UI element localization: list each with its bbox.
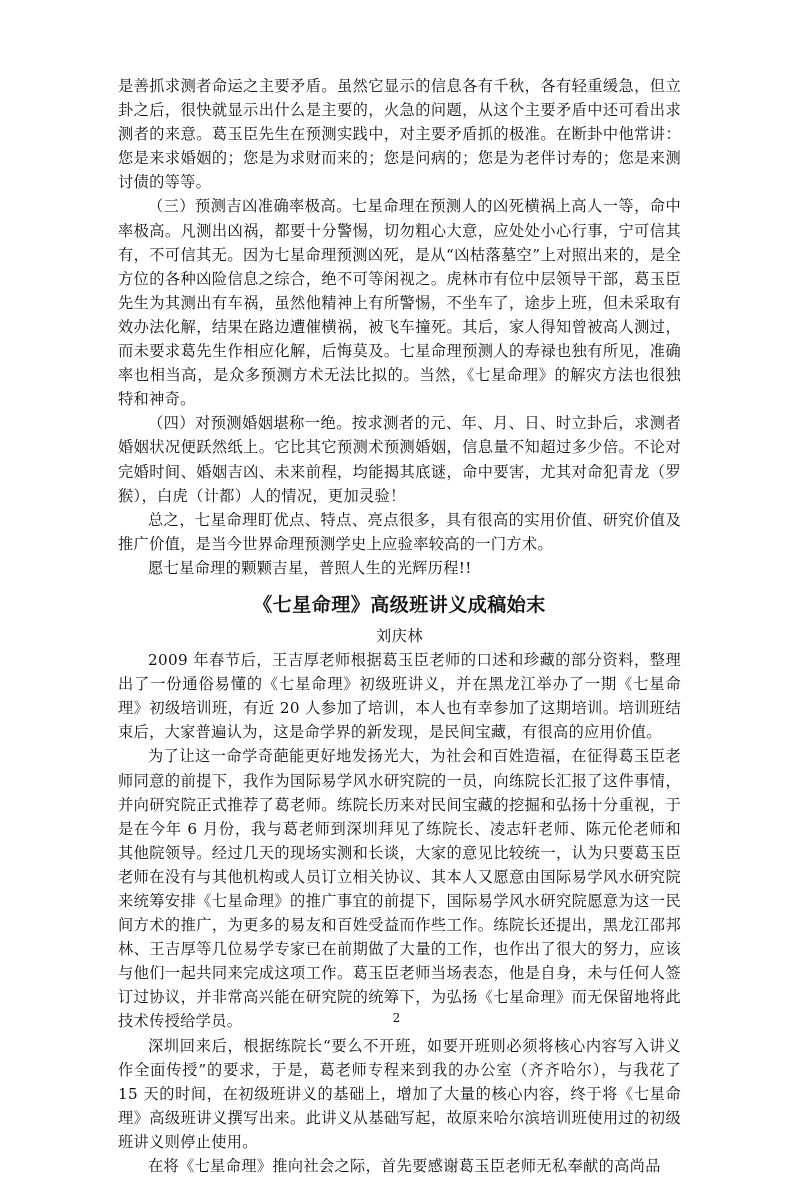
article-paragraph: 2009 年春节后，王吉厚老师根据葛玉臣老师的口述和珍藏的部分资料，整理出了一份通俗易懂的《七星命理》初级班讲义，并在黑龙江举办了一期《七星命理》初级培训班，有近 20 人参加了培训，本人也有幸参加了这期培训。培训班结束后，大家普遍认为，这是命学界的新发现，是民间宝藏，有很高的应用价值。 (118, 651, 681, 742)
article-author: 刘庆林 (375, 626, 424, 645)
page-number: 2 (392, 1011, 401, 1025)
article-paragraph: 为了让这一命学奇葩能更好地发扬光大，为社会和百姓造福，在征得葛玉臣老师同意的前提下，我作为国际易学风水研究院的一员，向练院长汇报了这件事情，并向研究院正式推荐了葛老师。练院长历来对民间宝藏的挖掘和弘扬十分重视，于是在今年 6 月份，我与葛老师到深圳拜见了练院长、凌志轩老师、陈元伦老师和其他院领导。经过几天的现场实测和长谈，大家的意见比较统一，认为只要葛玉臣老师在没有与其他机构或人员订立相关协议、其本人又愿意由国际易学风水研究院来统筹安排《七星命理》的推广事宜的前提下，国际易学风水研究院愿意为这一民间方术的推广，为更多的易友和百姓受益而作些工作。练院长还提出，黑龙江邵邦林、王吉厚等几位易学专家已在前期做了大量的工作，也作出了很大的努力，应该与他们一起共同来完成这项工作。葛玉臣老师当场表态，他是自身，未与任何人签订过协议，并非常高兴能在研究院的统筹下，为弘扬《七星命理》而无保留地将此技术传授给学员。 (118, 747, 681, 1031)
article-paragraph: 在将《七星命理》推向社会之际，首先要感谢葛玉臣老师无私奉献的高尚品 (148, 1157, 661, 1176)
paragraph-marriage-prediction: （四）对预测婚姻堪称一绝。按求测者的元、年、月、日、时立卦后，求测者婚姻状况便跃然纸上。它比其它预测术预测婚姻，信息量不知超过多少倍。不论对完婚时间、婚姻吉凶、未来前程，均能揭其底谜，命中要害，尤其对命犯青龙（罗猴），白虎（计都）人的情况，更加灵验！ (118, 414, 681, 505)
paragraph-prediction-accuracy: （三）预测吉凶准确率极高。七星命理在预测人的凶死横祸上高人一等，命中率极高。凡测出凶祸，都要十分警惕，切勿粗心大意，应处处小心行事，宁可信其有，不可信其无。因为七星命理预测凶死，是从“凶枯落墓空”上对照出来的，是全方位的各种凶险信息之综合，绝不可等闲视之。虎林市有位中层领导干部，葛玉臣先生为其测出有车祸，虽然他精神上有所警惕，不坐车了，途步上班，但未采取有效办法化解，结果在路边遭催横祸，被飞车撞死。其后，家人得知曾被高人测过，而未要求葛先生作相应化解，后悔莫及。七星命理预测人的寿禄也独有所见，准确率也相当高，是众多预测方术无法比拟的。当然，《七星命理》的解灾方法也很独特和神奇。 (118, 197, 681, 409)
paragraph-continued-from-previous-page: 是善抓求测者命运之主要矛盾。虽然它显示的信息各有千秋，各有轻重缓急，但立卦之后，很快就显示出什么是主要的，火急的问题，从这个主要矛盾中还可看出求测者的来意。葛玉臣先生在预测实践中，对主要矛盾抓的极准。在断卦中他常讲：您是来求婚姻的；您是为求财而来的；您是问病的；您是为老伴讨寿的；您是来测讨债的等等。 (118, 77, 681, 192)
article-title: 《七星命理》高级班讲义成稿始末 (253, 593, 546, 616)
paragraph-summary: 总之，七星命理盯优点、特点、亮点很多，具有很高的实用价值、研究价值及推广价值，是当今世界命理预测学史上应验率较高的一门方术。 (118, 510, 681, 553)
article-paragraph: 深圳回来后，根据练院长“要么不开班，如要开班则必须将核心内容写入讲义作全面传授”的要求，于是，葛老师专程来到我的办公室（齐齐哈尔），与我花了 15 天的时间，在初级班讲义的基础上，增加了大量的核心内容，终于将《七星命理》高级班讲义撰写出来。此讲义从基础写起，故原来哈尔滨培训班使用过的初级班讲义则停止使用。 (118, 1036, 681, 1151)
paragraph-blessing: 愿七星命理的颗颗吉星，普照人生的光辉历程!! (148, 558, 472, 577)
